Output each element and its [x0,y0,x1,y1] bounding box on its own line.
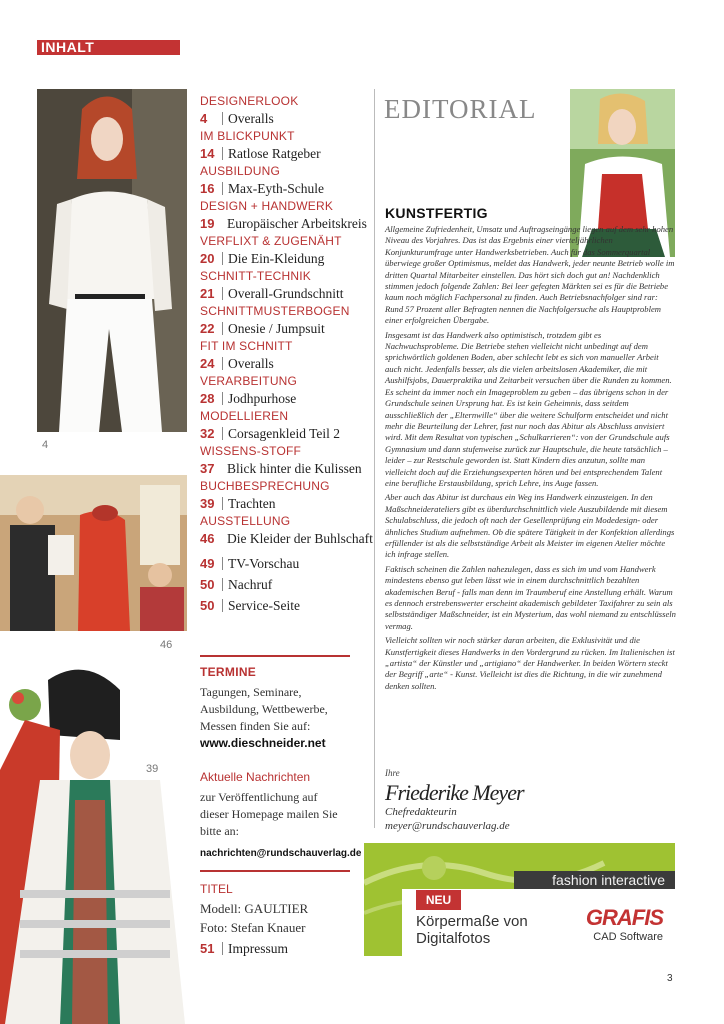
editorial-paragraph: Faktisch scheinen die Zahlen nahezulegen, dass es sich im und vom Handwerk mindestens ebenso gut leben lässt wie in einem durchschnittlich bezahlten akademischen Beruf - falls man denn im Traumberuf eine Anstellung erhält. Warum es dennoch erstrebenswerter erscheint akademisch gebildeter Taxifahrer zu sein als selbstständiger Maßschneider, ist ein Mysterium, das wohl niemand zu entschlüsseln vermag. [385,563,676,631]
news-email-link[interactable]: nachrichten@rundschauverlag.de [200,848,362,859]
toc-title: Onesie / Jumpsuit [228,320,325,336]
toc-title: Die Ein-Kleidung [228,250,325,266]
toc-title: Ratlose Ratgeber [228,145,321,161]
toc-divider [222,557,223,570]
toc-section [200,94,352,129]
toc-category: VERARBEITUNG [200,374,298,388]
toc-entry[interactable] [200,458,362,479]
toc-entry[interactable] [200,248,352,269]
toc-entry[interactable] [200,595,352,616]
toc-category: AUSSTELLUNG [200,514,291,528]
toc-section [200,234,352,269]
toc-page: 51 [200,941,215,956]
ad-new-badge: NEU [416,890,461,910]
toc-title: TV-Vorschau [228,555,300,571]
workshop-photo[interactable] [0,475,187,631]
news-text [200,789,360,840]
impressum-entry[interactable] [200,938,288,959]
toc-page: 28 [200,391,215,406]
photo3-caption: 39 [146,763,159,775]
toc-category: FIT IM SCHNITT [200,339,293,353]
ad-subline: CAD Software [593,931,663,943]
toc-divider [222,497,223,510]
toc-divider [222,357,223,370]
toc-divider [222,112,223,125]
toc-category: MODELLIEREN [200,409,289,423]
news-line: bitte an: [200,824,239,838]
toc-divider [222,392,223,405]
section-divider [200,655,350,657]
editor-role: Chefredakteurin [385,806,457,818]
toc-entry[interactable] [200,108,352,129]
grafis-logo: GRAFIS [585,905,663,930]
editorial-paragraph: Vielleicht sollten wir noch stärker daran arbeiten, die Exklusivität und die Kunstfertigkeit dieses Handwerks in den Vordergrund zu rücken. Im Italienischen ist „artista“ der Künstler und „artigiano“ der Handwerker. In beiden Wörtern steckt der Begriff „arte“ - Kunst. Vielleicht ist dies die Richtung, in die wir zunehmend denken sollten. [385,635,675,691]
toc-entry[interactable] [200,178,352,199]
termine-text [200,684,360,752]
toc-divider [222,427,223,440]
ad-headline [416,913,528,947]
page-number: 3 [667,973,673,984]
closing-label: Ihre [385,768,400,778]
toc-category: DESIGN + HANDWERK [200,199,334,213]
toc-section [200,409,352,444]
toc-title: Jodhpurhose [228,390,297,406]
news-line: dieser Homepage mailen Sie [200,807,338,821]
toc-entry[interactable] [200,353,352,374]
termine-line: Tagungen, Seminare, [200,685,302,699]
toc-section [200,199,367,234]
titel-model: Modell: GAULTIER [200,901,309,916]
tracht-photo[interactable] [0,660,190,1024]
toc-page: 32 [200,426,215,441]
toc-title: Max-Eyth-Schule [228,180,324,196]
titel-photo: Foto: Stefan Knauer [200,920,306,935]
toc-divider [222,599,223,612]
toc-section [200,479,352,514]
toc-divider [222,182,223,195]
toc-section [200,304,352,339]
toc-category: IM BLICKPUNKT [200,129,295,143]
editorial-title: EDITORIAL [384,94,537,124]
toc-page: 46 [200,531,215,546]
toc-title: Impressum [228,940,288,956]
toc-divider [222,942,223,955]
toc-entry[interactable] [200,553,352,574]
toc-page: 20 [200,251,215,266]
ad-line: Körpermaße von [416,913,528,930]
editor-credit [385,805,510,833]
toc-category: VERFLIXT & ZUGENÄHT [200,234,342,248]
toc-category: BUCHBESPRECHUNG [200,479,330,493]
editorial-paragraph: Allgemeine Zufriedenheit, Umsatz und Auftragseingänge liegen auf dem sehr hohen Niveau des Vorjahres. Das ist das Ergebnis einer vierteljährlichen Konjunkturumfrage unter Handwerksbetrieben. Auch für das Sommerquartal überwiege großer Optimismus, meldet das Handwerk, jeder neunte Betrieb wolle im dritten Quartal Mitarbeiter einstellen. Das hört sich doch gut an! Nachdenklich stimmen jedoch folgende Zahlen: Bei leer gefegten Märkten sei es für die Betriebe kaum noch möglich Fachpersonal zu finden. Auch Betriebsnachfolger sind rar: Rund 57 Prozent aller Befragten nennen die Nachfolgersuche als Hauptproblem einer erfolgreichen Übergabe. [385,224,675,326]
table-of-contents [200,94,373,616]
toc-section [200,514,373,616]
photo2-caption: 46 [160,639,173,651]
toc-entry[interactable] [200,213,367,234]
toc-page: 49 [200,556,215,571]
editorial-paragraph: Aber auch das Abitur ist durchaus ein Weg ins Handwerk einzusteigen. In den Maßschneiderateliers gibt es überdurchschnittlich viele Auszubildende mit diesem Schulabschluss, die jedoch oft nach der Gesellenprüfung ein Modedesign- oder ähnliches Studium aufnehmen. Ob die spätere Tätigkeit in der Konfektion allerdings erfüllender ist als die selbstständige Arbeit als Meister im eigenen Atelier möchte ich infrage stellen. [385,492,675,560]
toc-category: DESIGNERLOOK [200,94,299,108]
toc-section [200,269,352,304]
toc-category: SCHNITT-TECHNIK [200,269,311,283]
toc-title: Service-Seite [228,597,300,613]
cover-model-photo[interactable] [37,89,187,432]
toc-section [200,374,352,409]
toc-page: 19 [200,216,215,231]
toc-page: 4 [200,111,208,126]
news-line: zur Veröffentlichung auf [200,790,318,804]
toc-divider [222,322,223,335]
toc-title: Trachten [228,495,276,511]
model-illustration [37,89,187,432]
tracht-illustration [0,660,190,1024]
toc-page: 16 [200,181,215,196]
toc-title: Die Kleider der Buhlschaft [227,530,373,546]
toc-page: 22 [200,321,215,336]
toc-category: SCHNITTMUSTERBOGEN [200,304,350,318]
editorial-headline: KUNSTFERTIG [385,205,488,221]
toc-entry[interactable] [200,574,352,595]
editorial-body [385,224,677,695]
toc-title: Overalls [228,110,274,126]
titel-heading: TITEL [200,882,233,896]
ad-brand: fashion interactive [552,872,665,888]
section-header-label: INHALT [41,39,95,55]
toc-title: Blick hinter die Kulissen [227,460,362,476]
termine-line: Messen finden Sie auf: [200,719,311,733]
section-header-bar [37,40,180,55]
toc-section [200,129,352,164]
toc-entry[interactable] [200,318,352,339]
termine-heading: TERMINE [200,665,257,679]
toc-title: Overall-Grundschnitt [228,285,344,301]
toc-category: WISSENS-STOFF [200,444,302,458]
toc-divider [222,147,223,160]
toc-title: Overalls [228,355,274,371]
toc-entry[interactable] [200,143,352,164]
editorial-paragraph: Insgesamt ist das Handwerk also optimistisch, trotzdem gibt es Nachwuchsprobleme. Die Betriebe stehen vielleicht nicht unbedingt auf dem sprichwörtlich goldenen Boden, aber schlecht lebt es sich von manueller Arbeit auch nicht. Jedenfalls besser, als die vielen arbeitslosen Akademiker, die mit Aushilfsjobs, Dauerpraktika und Zeitarbeit versuchen über die Runden zu kommen. Es scheint da immer noch ein Imageproblem zu geben – das übrigens schon in der Grundschule seinen Ursprung hat. Es ist kein Geheimnis, dass seitdem ausschließlich der „Elternwille“ über die weitere Schulform entscheidet und nicht mehr die Beurteilung der Lehrer, fast nur noch das Abitur als Abschluss anvisiert wird. Mit dem Resultat von typischen „Schulkarrieren“: von der Grundschule aufs Gymnasium und dann stufenweise zurück zur Hauptschule, die heute tatsächlich – leider – zur Restschule geworden ist. Statt Kindern dies anzutun, sollte man vielleicht doch auf die Erziehungsexperten hören und bei entsprechendem Talent eine berufliche Erstausbildung, sprich Lehre, ins Auge fassen. [385,329,672,488]
grafis-advertisement[interactable] [364,843,675,956]
editor-email[interactable]: meyer@rundschauverlag.de [385,820,510,832]
toc-divider [222,287,223,300]
toc-section [200,444,362,479]
toc-divider [222,252,223,265]
toc-page: 50 [200,577,215,592]
toc-page: 24 [200,356,215,371]
section-divider [200,870,350,872]
toc-title: Nachruf [228,576,273,592]
toc-category: AUSBILDUNG [200,164,281,178]
toc-page: 14 [200,146,215,161]
ad-line: Digitalfotos [416,930,491,947]
toc-entry[interactable] [200,528,373,549]
editor-signature: Friederike Meyer [385,780,524,805]
titel-text [200,899,360,937]
toc-page: 21 [200,286,215,301]
toc-section [200,339,352,374]
workshop-illustration [0,475,187,631]
toc-page: 39 [200,496,215,511]
toc-section [200,164,352,199]
toc-entry[interactable] [200,493,352,514]
toc-page: 37 [200,461,215,476]
toc-title: Europäischer Arbeitskreis [227,215,367,231]
toc-entry[interactable] [200,388,352,409]
news-heading: Aktuelle Nachrichten [200,770,311,784]
column-divider [374,89,375,828]
toc-page: 50 [200,598,215,613]
website-link[interactable]: www.dieschneider.net [200,736,326,750]
photo1-caption: 4 [42,439,49,451]
toc-entry[interactable] [200,283,352,304]
toc-divider [222,578,223,591]
toc-title: Corsagenkleid Teil 2 [228,425,341,441]
termine-line: Ausbildung, Wettbewerbe, [200,702,328,716]
toc-entry[interactable] [200,423,352,444]
